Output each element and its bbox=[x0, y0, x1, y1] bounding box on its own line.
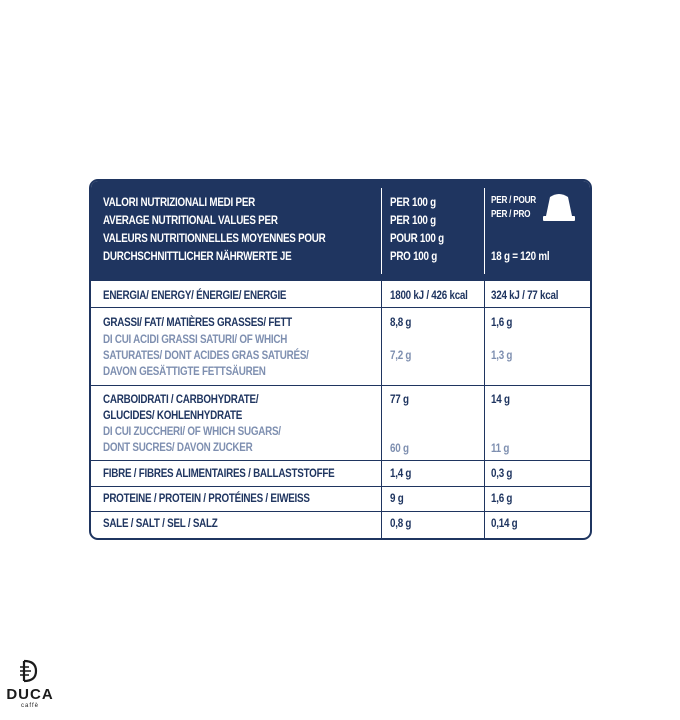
header-label-it: VALORI NUTRIZIONALI MEDI PER bbox=[103, 195, 256, 209]
energy-label: ENERGIA/ ENERGY/ ÉNERGIE/ ENERGIE bbox=[103, 288, 287, 302]
row-divider bbox=[91, 307, 590, 308]
header-per100-it: PER 100 g bbox=[390, 195, 436, 209]
carbohydrate-portion: 14 g bbox=[491, 392, 510, 406]
header-divider bbox=[381, 188, 382, 274]
saturates-label-line1: DI CUI ACIDI GRASSI SATURI/ OF WHICH bbox=[103, 332, 288, 346]
carbohydrate-per100: 77 g bbox=[390, 392, 409, 406]
table-header bbox=[91, 181, 590, 281]
saturates-per100: 7,2 g bbox=[390, 348, 412, 362]
carbohydrate-label-line2: GLUCIDES/ KOHLENHYDRATE bbox=[103, 408, 243, 422]
logo-subtitle: caffè bbox=[21, 703, 39, 709]
nutrition-table bbox=[89, 179, 592, 540]
header-label-fr: VALEURS NUTRITIONNELLES MOYENNES POUR bbox=[103, 231, 326, 245]
duca-caffe-logo bbox=[4, 658, 56, 716]
saturates-label-line2: SATURATES/ DONT ACIDES GRAS SATURÉS/ bbox=[103, 348, 309, 362]
sugars-label-line2: DONT SUCRES/ DAVON ZUCKER bbox=[103, 440, 253, 454]
fibre-per100: 1,4 g bbox=[390, 466, 412, 480]
column-divider bbox=[484, 281, 485, 540]
salt-portion: 0,14 g bbox=[491, 516, 518, 530]
fibre-portion: 0,3 g bbox=[491, 466, 513, 480]
fibre-label: FIBRE / FIBRES ALIMENTAIRES / BALLASTSTOFFE bbox=[103, 466, 335, 480]
row-divider bbox=[91, 511, 590, 512]
header-per100-fr: POUR 100 g bbox=[390, 231, 444, 245]
header-per100-de: PRO 100 g bbox=[390, 249, 438, 263]
protein-label: PROTEINE / PROTEIN / PROTÉINES / EIWEISS bbox=[103, 491, 310, 505]
header-divider bbox=[484, 188, 485, 274]
saturates-label-line3: DAVON GESÄTTIGTE FETTSÄUREN bbox=[103, 364, 266, 378]
duca-logo-icon bbox=[20, 658, 40, 684]
protein-per100: 9 g bbox=[390, 491, 404, 505]
column-divider bbox=[381, 281, 382, 540]
fat-label: GRASSI/ FAT/ MATIÈRES GRASSES/ FETT bbox=[103, 315, 292, 329]
row-divider bbox=[91, 385, 590, 386]
header-label-en: AVERAGE NUTRITIONAL VALUES PER bbox=[103, 213, 278, 227]
coffee-capsule-icon bbox=[539, 189, 579, 223]
header-label-de: DURCHSCHNITTLICHER NÄHRWERTE JE bbox=[103, 249, 292, 263]
row-divider bbox=[91, 486, 590, 487]
energy-per100: 1800 kJ / 426 kcal bbox=[390, 288, 468, 302]
header-portion-size: 18 g = 120 ml bbox=[491, 249, 550, 263]
header-portion-line2: PER / PRO bbox=[491, 209, 531, 220]
fat-per100: 8,8 g bbox=[390, 315, 412, 329]
header-portion-line1: PER / POUR bbox=[491, 195, 536, 206]
protein-portion: 1,6 g bbox=[491, 491, 513, 505]
energy-portion: 324 kJ / 77 kcal bbox=[491, 288, 559, 302]
logo-wordmark: DUCA bbox=[6, 686, 54, 703]
sugars-per100: 60 g bbox=[390, 441, 409, 455]
row-divider bbox=[91, 460, 590, 461]
salt-label: SALE / SALT / SEL / SALZ bbox=[103, 516, 218, 530]
sugars-portion: 11 g bbox=[491, 441, 510, 455]
salt-per100: 0,8 g bbox=[390, 516, 412, 530]
carbohydrate-label-line1: CARBOIDRATI / CARBOHYDRATE/ bbox=[103, 392, 259, 406]
fat-portion: 1,6 g bbox=[491, 315, 513, 329]
saturates-portion: 1,3 g bbox=[491, 348, 513, 362]
sugars-label-line1: DI CUI ZUCCHERI/ OF WHICH SUGARS/ bbox=[103, 424, 281, 438]
header-per100-en: PER 100 g bbox=[390, 213, 436, 227]
